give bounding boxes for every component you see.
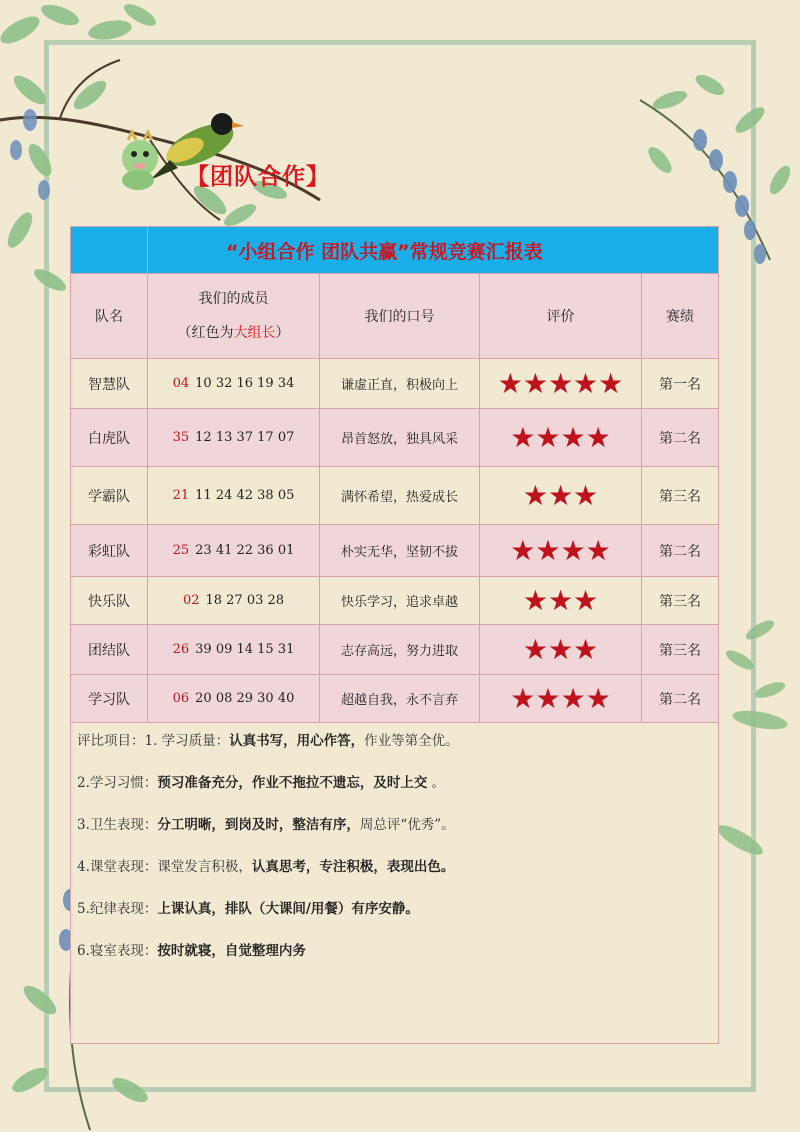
star-icon: ★ [573, 478, 599, 512]
criteria-label: 6.寝室表现： [77, 943, 158, 959]
criteria-tail: 周总评“优秀”。 [359, 817, 455, 833]
title-blank-cell [71, 227, 148, 274]
team-result: 第二名 [642, 525, 719, 577]
star-icon: ★ [547, 478, 574, 512]
star-icon: ★ [573, 632, 599, 666]
star-icon: ★ [560, 420, 586, 454]
team-slogan: 超越自我，永不言弃 [320, 675, 480, 723]
criteria-label: 评比项目：1. 学习质量： [77, 733, 230, 749]
table-title: “小组合作 团队共赢”常规竞赛汇报表 [148, 227, 719, 274]
star-icon: ★ [510, 420, 536, 454]
team-result: 第一名 [642, 359, 719, 409]
table-row [71, 409, 719, 467]
team-member-numbers: 10 32 16 19 34 [195, 376, 295, 391]
star-rating [480, 359, 642, 409]
table-row [71, 675, 719, 723]
team-name: 团结队 [71, 625, 148, 675]
team-name: 学霸队 [71, 467, 148, 525]
criteria-bold: 认真书写，用心作答， [229, 733, 365, 749]
header-members-line2 [148, 322, 319, 344]
team-captain-number: 06 [172, 691, 190, 706]
star-icon: ★ [510, 533, 536, 567]
table-row [71, 525, 719, 577]
criteria-label: 2.学习习惯： [77, 775, 158, 791]
team-members [148, 577, 320, 625]
team-member-numbers: 11 24 42 38 05 [195, 488, 295, 503]
star-icon: ★ [560, 533, 586, 567]
header-team: 队名 [71, 274, 148, 359]
star-rating [480, 625, 642, 675]
star-icon: ★ [598, 366, 624, 400]
team-slogan: 快乐学习，追求卓越 [320, 577, 480, 625]
team-members [148, 675, 320, 723]
team-slogan: 朴实无华，坚韧不拔 [320, 525, 480, 577]
header-slogan: 我们的口号 [320, 274, 480, 359]
table-row [71, 467, 719, 525]
criteria-bold: 分工明晰，到岗及时，整洁有序， [157, 817, 360, 833]
page-title: 【团队合作】 [186, 164, 330, 190]
star-icon: ★ [547, 583, 574, 617]
criteria-tail: 。 [427, 775, 446, 791]
criteria-row [71, 723, 719, 1044]
table-row [71, 625, 719, 675]
header-members [148, 274, 320, 359]
criteria-bold: 上课认真，排队（大课间/用餐）有序安静。 [157, 901, 419, 917]
team-slogan: 谦虚正直，积极向上 [320, 359, 480, 409]
table-title-row [71, 227, 719, 274]
star-icon: ★ [522, 366, 548, 400]
table-header-row [71, 274, 719, 359]
star-icon: ★ [510, 681, 536, 715]
criteria-item [77, 815, 712, 835]
team-captain-number: 35 [172, 430, 190, 445]
criteria-cell [71, 723, 719, 1044]
star-rating [480, 675, 642, 723]
team-name: 快乐队 [71, 577, 148, 625]
team-name: 学习队 [71, 675, 148, 723]
team-slogan: 满怀希望，热爱成长 [320, 467, 480, 525]
star-icon: ★ [535, 420, 561, 454]
competition-report-table [70, 226, 719, 1044]
header-result: 赛绩 [642, 274, 719, 359]
header-members-note-post: ） [275, 325, 290, 341]
header-members-line1: 我们的成员 [198, 291, 269, 307]
team-members [148, 359, 320, 409]
team-result: 第二名 [642, 409, 719, 467]
star-icon: ★ [547, 632, 574, 666]
star-icon: ★ [535, 533, 561, 567]
criteria-bold: 认真思考，专注积极，表现出色。 [251, 859, 455, 875]
team-result: 第三名 [642, 577, 719, 625]
team-name: 彩虹队 [71, 525, 148, 577]
team-captain-number: 04 [172, 376, 190, 391]
criteria-label: 4.课堂表现：课堂发言积极， [77, 859, 252, 875]
team-captain-number: 21 [172, 488, 190, 503]
criteria-item [77, 773, 712, 793]
star-icon: ★ [522, 478, 548, 512]
star-icon: ★ [585, 533, 611, 567]
star-icon: ★ [547, 366, 574, 400]
team-slogan: 昂首怒放，独具风采 [320, 409, 480, 467]
star-icon: ★ [560, 681, 586, 715]
star-icon: ★ [535, 681, 561, 715]
team-members [148, 467, 320, 525]
criteria-item [77, 899, 712, 919]
star-icon: ★ [497, 366, 523, 400]
team-captain-number: 26 [172, 642, 190, 657]
team-result: 第三名 [642, 625, 719, 675]
team-member-numbers: 18 27 03 28 [205, 593, 285, 608]
team-name: 智慧队 [71, 359, 148, 409]
table-row [71, 577, 719, 625]
team-member-numbers: 39 09 14 15 31 [195, 642, 295, 657]
team-members [148, 409, 320, 467]
team-result: 第二名 [642, 675, 719, 723]
criteria-tail: 作业等第全优。 [364, 733, 459, 749]
header-members-note-pre: （红色为 [177, 325, 234, 341]
criteria-label: 5.纪律表现： [77, 901, 158, 917]
criteria-bold: 按时就寝，自觉整理内务 [157, 943, 306, 959]
criteria-label: 3.卫生表现： [77, 817, 158, 833]
star-rating [480, 577, 642, 625]
header-members-note-captain: 大组长 [233, 325, 276, 341]
criteria-item [77, 731, 712, 751]
star-rating [480, 525, 642, 577]
criteria-bold: 预习准备充分，作业不拖拉不遗忘，及时上交 [157, 775, 428, 791]
team-member-numbers: 20 08 29 30 40 [195, 691, 295, 706]
team-member-numbers: 12 13 37 17 07 [195, 430, 295, 445]
star-rating [480, 409, 642, 467]
team-members [148, 525, 320, 577]
table-row [71, 359, 719, 409]
team-slogan: 志存高远，努力进取 [320, 625, 480, 675]
star-icon: ★ [585, 681, 611, 715]
star-icon: ★ [585, 420, 611, 454]
star-rating [480, 467, 642, 525]
star-icon: ★ [573, 583, 599, 617]
criteria-item [77, 857, 712, 877]
team-name: 白虎队 [71, 409, 148, 467]
team-result: 第三名 [642, 467, 719, 525]
criteria-item [77, 941, 712, 961]
star-icon: ★ [522, 632, 548, 666]
team-captain-number: 02 [182, 593, 200, 608]
header-rating: 评价 [480, 274, 642, 359]
team-captain-number: 25 [172, 543, 190, 558]
star-icon: ★ [573, 366, 599, 400]
star-icon: ★ [522, 583, 548, 617]
team-members [148, 625, 320, 675]
team-member-numbers: 23 41 22 36 01 [195, 543, 295, 558]
